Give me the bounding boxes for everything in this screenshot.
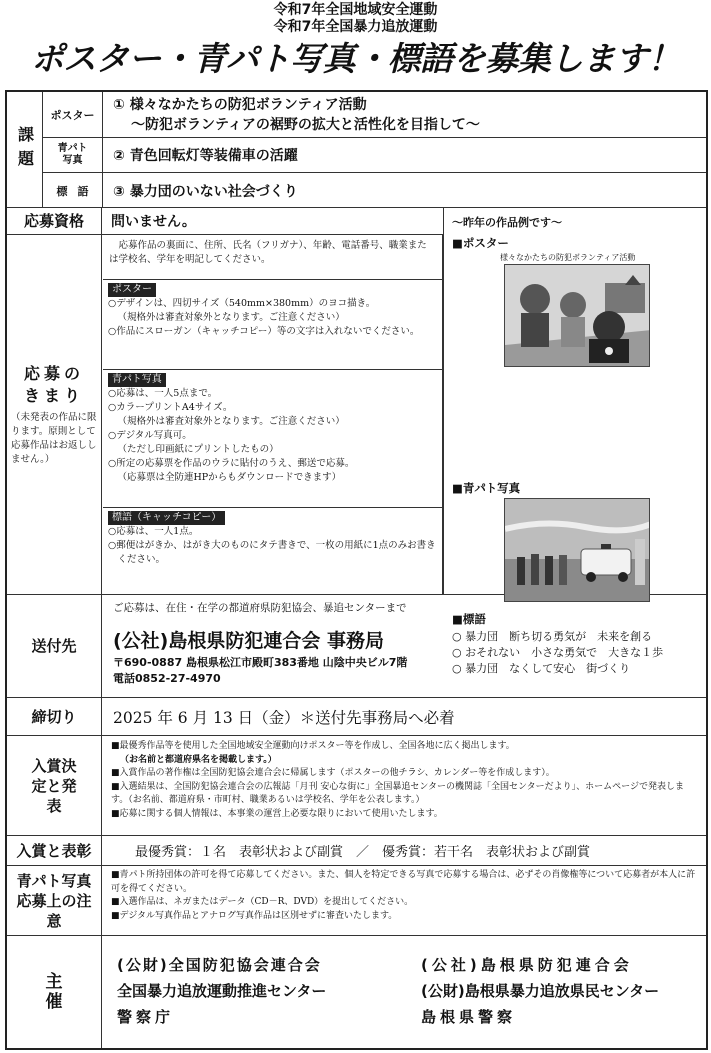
info-table — [5, 90, 708, 1050]
announcement-label: 入賞決定と発表 — [7, 736, 102, 835]
themes-row — [7, 92, 706, 208]
photo-rule-4: ○デジタル写真可。 — [108, 430, 192, 441]
announcement-line-5: ■応募に関する個人情報は、本事業の運営上必要な限りにおいて使用いたします。 — [111, 808, 443, 819]
photo-note-1: ■青パト所持団体の許可を得て応募してください。また、個人を特定できる写真で応募する場合は、必ずその肖像権等について応募者が本人に許可を得てください。 — [111, 870, 696, 894]
theme-text-photo: ② 青色回転灯等装備車の活躍 — [103, 138, 706, 173]
photo-notes-label: 青パト写真応募上の注意 — [7, 866, 102, 935]
rules-poster-section — [103, 279, 442, 369]
announcement-row — [7, 736, 706, 836]
organizer-left-2: 全国暴力追放運動推進センター — [117, 982, 327, 1000]
page-title: ポスター・青パト写真・標語を募集します！ — [30, 39, 681, 78]
theme-category-photo: 青パト写真 — [43, 138, 102, 173]
theme-subtext-poster: ～防犯ボランティアの裾野の拡大と活性化を目指して～ — [131, 117, 480, 133]
deadline-row — [7, 698, 706, 736]
organizer-left-3: 警察庁 — [117, 1008, 175, 1026]
slogan-rule-2: ○郵便はがきか、はがき大のものにタテ書きで、一枚の用紙に1点のみお書きください。 — [108, 540, 436, 565]
rules-slogan-section — [103, 507, 442, 595]
theme-text-slogan: ③ 暴力団のいない社会づくり — [113, 183, 298, 200]
announcement-line-3: ■入賞作品の著作権は全国防犯協会連合会に帰属します（ポスターの他チラシ、カレンダー等を作成します）。 — [111, 768, 555, 778]
photo-note-3: ■デジタル写真作品とアナログ写真作品は区別せずに審査いたします。 — [111, 910, 398, 921]
examples-photo-label: ■青パト写真 — [452, 481, 521, 495]
examples-poster-label: ■ポスター — [452, 236, 509, 250]
examples-poster-caption: 様々なかたちの防犯ボランティア活動 — [500, 253, 636, 262]
theme-item-poster — [103, 92, 706, 138]
photo-example-image — [504, 498, 650, 602]
themes-label: 課題 — [7, 92, 43, 207]
rules-intro: 応募作品の裏面に、住所、氏名（フリガナ）、年齢、電話番号、職業または学校名、学年を明記してください。 — [109, 240, 427, 265]
organizer-right-3: 島根県警察 — [421, 1008, 517, 1026]
themes-text-column — [103, 92, 706, 207]
announcement-line-1: ■最優秀作品等を使用した全国地域安全運動向けポスター等を作成し、全国各地に広く掲出します。 — [111, 741, 515, 751]
announcement-line-4: ■入選結果は、全国防犯協会連合会の広報誌「月刊 安心な街に」全国暴追センターの機関誌「全国センターだより」、ホームページで発表します。（お名前、都道府県・市町村、職業あるいは学校名、学年を公表します。） — [111, 781, 684, 805]
poster-rule-2: （規格外は審査対象外となります。ご注意ください） — [117, 312, 345, 323]
photo-rule-1: ○応募は、一人5点まで。 — [108, 388, 218, 399]
organizers-row — [7, 936, 706, 1048]
organizer-left-1: (公財)全国防犯協会連合会 — [117, 956, 322, 974]
photo-tag: 青パト写真 — [108, 373, 166, 387]
themes-category-column — [43, 92, 103, 207]
poster-example-illustration — [504, 264, 650, 367]
rules-photo-section — [103, 369, 442, 507]
theme-category-slogan: 標語 — [56, 184, 99, 198]
destination-note: ご応募は、在住・在学の都道府県防犯協会、暴追センターまで — [113, 602, 407, 614]
photo-rule-7: （応募票は全防連HPからもダウンロードできます） — [117, 472, 342, 483]
theme-category-poster: ポスター — [43, 92, 102, 138]
rules-row — [7, 235, 443, 595]
examples-slogan-label: ■標語 — [452, 612, 486, 626]
poster-tag: ポスター — [108, 283, 156, 297]
slogan-example-3: ○ 暴力団 なくして安心 街づくり — [452, 662, 631, 675]
campaign-title-1: 令和7年全国地域安全運動 — [273, 2, 438, 18]
poster-rule-1: ○デザインは、四切サイズ（540mm×380mm）のヨコ描き。 — [108, 298, 376, 309]
poster-rule-3: ○作品にスローガン（キャッチコピー）等の文字は入れないでください。 — [108, 326, 420, 337]
organizers-right — [421, 936, 703, 1048]
rules-content — [103, 235, 443, 594]
awards-label: 入賞と表彰 — [7, 836, 102, 865]
page-header — [0, 0, 711, 94]
photo-notes-row — [7, 866, 706, 936]
photo-note-2: ■入選作品は、ネガまたはデータ（CD－R、DVD）を提出してください。 — [111, 897, 414, 907]
rules-label: 応募のきまり — [23, 363, 84, 405]
slogan-example-2: ○ おそれない 小さな勇気で 大きな１歩 — [452, 646, 664, 659]
deadline-label: 締切り — [7, 698, 102, 735]
destination-row — [7, 595, 706, 698]
destination-address: 〒690-0887 島根県松江市殿町383番地 山陰中央ビル7階 — [113, 656, 408, 669]
destination-org: (公社)島根県防犯連合会 事務局 — [113, 630, 384, 652]
destination-label: 送付先 — [7, 595, 102, 697]
campaign-title-2: 令和7年全国暴力追放運動 — [273, 19, 438, 35]
announcement-line-2: （お名前と都道府県名を掲載します。） — [120, 754, 277, 765]
destination-content — [103, 595, 706, 697]
examples-panel — [443, 208, 706, 675]
destination-tel: 電話0852-27-4970 — [113, 672, 221, 685]
organizer-right-2: (公財)島根県暴力追放県民センター — [421, 982, 660, 1000]
photo-rule-5: （ただし印画紙にプリントしたもの） — [117, 444, 279, 455]
slogan-rule-1: ○応募は、一人1点。 — [108, 526, 199, 537]
rules-note: （未発表の作品に限ります。原則として応募作品はお返ししません。） — [11, 411, 97, 465]
deadline-value: 2025 年 6 月 13 日（金）＊送付先事務局へ必着 — [113, 708, 455, 727]
eligibility-label: 応募資格 — [7, 208, 102, 234]
eligibility-value: 問いません。 — [111, 214, 196, 230]
awards-value: 最優秀賞：１名 表彰状および副賞 ／ 優秀賞：若干名 表彰状および副賞 — [135, 845, 591, 860]
awards-row — [7, 836, 706, 866]
photo-rule-6: ○所定の応募票を作品のウラに貼付のうえ、郵送で応募。 — [108, 458, 355, 469]
organizers-left — [117, 936, 397, 1048]
slogan-example-1: ○ 暴力団 断ち切る勇気が 未来を創る — [452, 630, 653, 643]
rules-label-cell — [7, 235, 102, 594]
organizer-right-1: (公社)島根県防犯連合会 — [421, 956, 633, 974]
eligibility-row — [7, 208, 443, 235]
examples-title: ～昨年の作品例です～ — [452, 216, 562, 229]
announcement-content — [103, 736, 706, 835]
theme-text-poster: ① 様々なかたちの防犯ボランティア活動 — [113, 97, 367, 113]
photo-notes-content — [103, 866, 706, 935]
organizers-label: 主催 — [7, 936, 102, 1048]
photo-rule-2: ○カラープリントA4サイズ。 — [108, 402, 233, 413]
photo-rule-3: （規格外は審査対象外となります。ご注意ください） — [117, 416, 345, 427]
slogan-tag: 標語（キャッチコピー） — [108, 511, 225, 525]
